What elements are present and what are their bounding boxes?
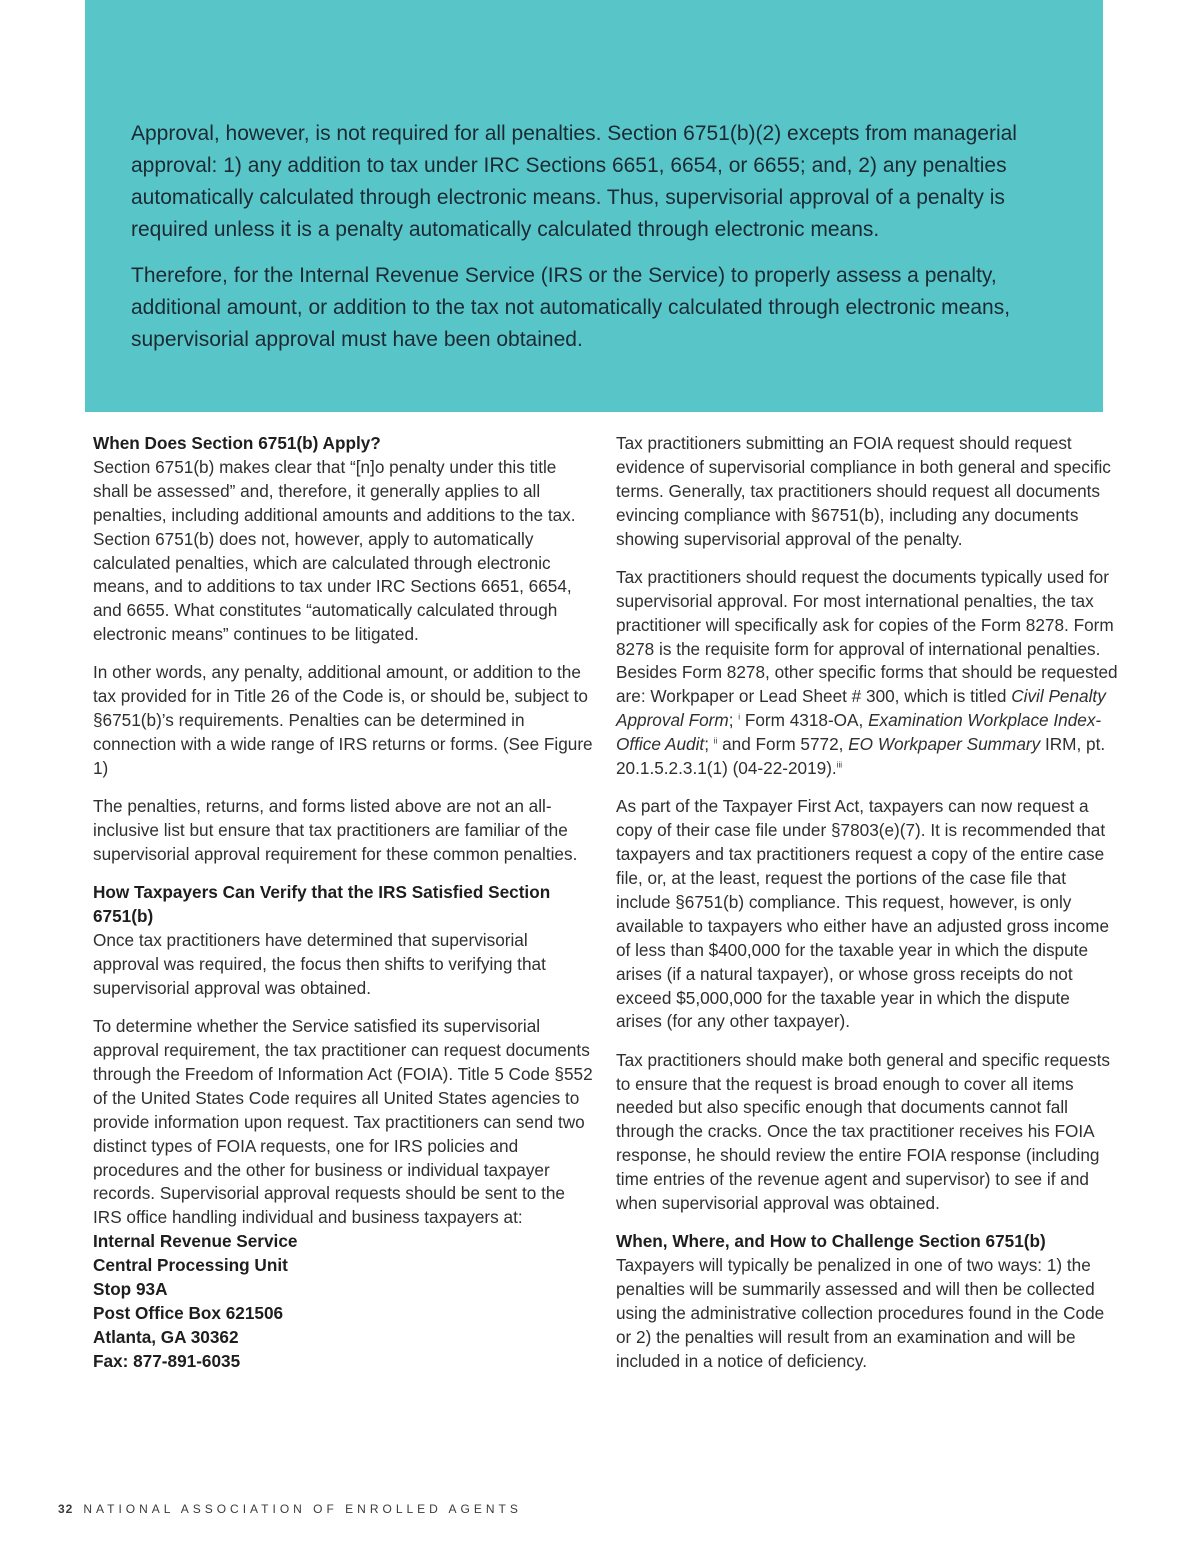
endnote-marker: ii bbox=[713, 736, 718, 746]
page-number: 32 bbox=[58, 1502, 74, 1516]
address-line: Stop 93A bbox=[93, 1279, 168, 1300]
heading-how-taxpayers-verify: How Taxpayers Can Verify that the IRS Satisfied Section 6751(b) bbox=[93, 882, 551, 927]
footer-organization: NATIONAL ASSOCIATION OF ENROLLED AGENTS bbox=[83, 1502, 522, 1516]
text-run: Form 4318-OA, bbox=[740, 710, 869, 731]
text-run: ; bbox=[728, 710, 739, 731]
endnote-marker: iii bbox=[836, 760, 843, 770]
left-paragraph-4: Once tax practitioners have determined that supervisorial approval was required, the focus then shifts to verifying that supervisorial approval was obtained. bbox=[93, 930, 546, 998]
text-run: Tax practitioners should request the documents typically used for supervisorial approval. For most international penalties, the tax practitioner will specifically ask for copies of the Form 8278. Form 8278 is the requisite form for approval of international penalties. Besides Form 8278, other specific forms that should be requested are: Workpaper or Lead Sheet # 300, which is titled bbox=[616, 566, 1118, 707]
text-run: and Form 5772, bbox=[717, 734, 849, 755]
left-paragraph-3: The penalties, returns, and forms listed above are not an all-inclusive list but ensure that tax practitioners are familiar of the supervisorial approval requirement for these common penalties. bbox=[93, 796, 578, 865]
right-paragraph-2 bbox=[616, 566, 1118, 781]
endnote-marker: i bbox=[738, 712, 741, 722]
address-line: Internal Revenue Service bbox=[93, 1231, 298, 1252]
text-run: IRM, pt. 20.1.5.2.3.1(1) (04-22-2019). bbox=[616, 734, 1106, 779]
address-line: Central Processing Unit bbox=[93, 1255, 288, 1276]
left-paragraph-1: Section 6751(b) makes clear that “[n]o penalty under this title shall be assessed” and, therefore, it generally applies to all penalties, including additional amounts and additions to the tax. Section 6751(b) does not, however, apply to automatically calculated penalties, which are calculated through electronic means, and to additions to tax under IRC Sections 6651, 6654, and 6655. What constitutes “automatically calculated through electronic means” continues to be litigated. bbox=[93, 456, 576, 645]
heading-when-does-apply: When Does Section 6751(b) Apply? bbox=[93, 433, 381, 453]
right-paragraph-1: Tax practitioners submitting an FOIA request should request evidence of supervisorial compliance in both general and specific terms. Generally, tax practitioners should request all documents evincing compliance with §6751(b), including any documents showing supervisorial approval of the penalty. bbox=[616, 433, 1111, 549]
irs-address-block bbox=[93, 1230, 593, 1373]
form-title-eo-workpaper: EO Workpaper Summary bbox=[848, 734, 1041, 755]
callout-box bbox=[85, 0, 1103, 412]
right-paragraph-3: As part of the Taxpayer First Act, taxpayers can now request a copy of their case file under §7803(e)(7). It is recommended that taxpayers and tax practitioners request a copy of the entire case file, or, at the least, request the portions of the case file that include §6751(b) compliance. This request, however, is only available to taxpayers who either have an adjusted gross income of less than $400,000 for the taxable year in which the dispute arises (if a natural taxpayer), or whose gross receipts do not exceed $5,000,000 for the taxable year in which the dispute arises (for any other taxpayer). bbox=[616, 796, 1109, 1032]
address-line: Post Office Box 621506 bbox=[93, 1303, 284, 1323]
left-paragraph-5: To determine whether the Service satisfied its supervisorial approval requirement, the tax practitioner can request documents through the Freedom of Information Act (FOIA). Title 5 Code §552 of the United States Code requires all United States agencies to provide information upon request. Tax practitioners can send two distinct types of FOIA requests, one for IRS policies and procedures and the other for business or individual taxpayer records. Supervisorial approval requests should be sent to the IRS office handling individual and business taxpayers at: bbox=[93, 1016, 593, 1228]
right-column bbox=[616, 432, 1118, 1388]
callout-paragraph-2: Therefore, for the Internal Revenue Service (IRS or the Service) to properly assess a penalty, additional amount, or addition to the tax not automatically calculated through electronic means, supervisorial approval must have been obtained. bbox=[131, 264, 1011, 351]
address-fax: Fax: 877-891-6035 bbox=[93, 1350, 241, 1371]
address-line: Atlanta, GA 30362 bbox=[93, 1326, 239, 1347]
right-paragraph-5: Taxpayers will typically be penalized in one of two ways: 1) the penalties will be summarily assessed and will then be collected using the administrative collection procedures found in the Code or 2) the penalties will result from an examination and will be included in a notice of deficiency. bbox=[616, 1255, 1105, 1371]
form-title-examination-index: Examination Workplace Index-Office Audit bbox=[616, 710, 1102, 755]
page-footer bbox=[58, 1502, 522, 1516]
form-title-civil-penalty: Civil Penalty Approval Form bbox=[616, 686, 1106, 731]
callout-paragraph-1: Approval, however, is not required for all penalties. Section 6751(b)(2) excepts from managerial approval: 1) any addition to tax under IRC Sections 6651, 6654, or 6655; and, 2) any penalties automatically calculated through electronic means. Thus, supervisorial approval of a penalty is required unless it is a penalty automatically calculated through electronic means. bbox=[131, 122, 1017, 241]
left-paragraph-2: In other words, any penalty, additional amount, or addition to the tax provided for in Title 26 of the Code is, or should be, subject to §6751(b)’s requirements. Penalties can be determined in connection with a wide range of IRS returns or forms. (See Figure 1) bbox=[93, 662, 593, 779]
left-column bbox=[93, 432, 593, 1374]
right-paragraph-4: Tax practitioners should make both general and specific requests to ensure that the request is broad enough to cover all items needed but also specific enough that documents cannot fall through the cracks. Once the tax practitioner receives his FOIA response, he should review the entire FOIA response (including time entries of the revenue agent and supervisor) to see if and when supervisorial approval was obtained. bbox=[616, 1049, 1110, 1214]
heading-when-where-how-challenge: When, Where, and How to Challenge Section 6751(b) bbox=[616, 1231, 1046, 1252]
text-run: ; bbox=[704, 734, 714, 755]
